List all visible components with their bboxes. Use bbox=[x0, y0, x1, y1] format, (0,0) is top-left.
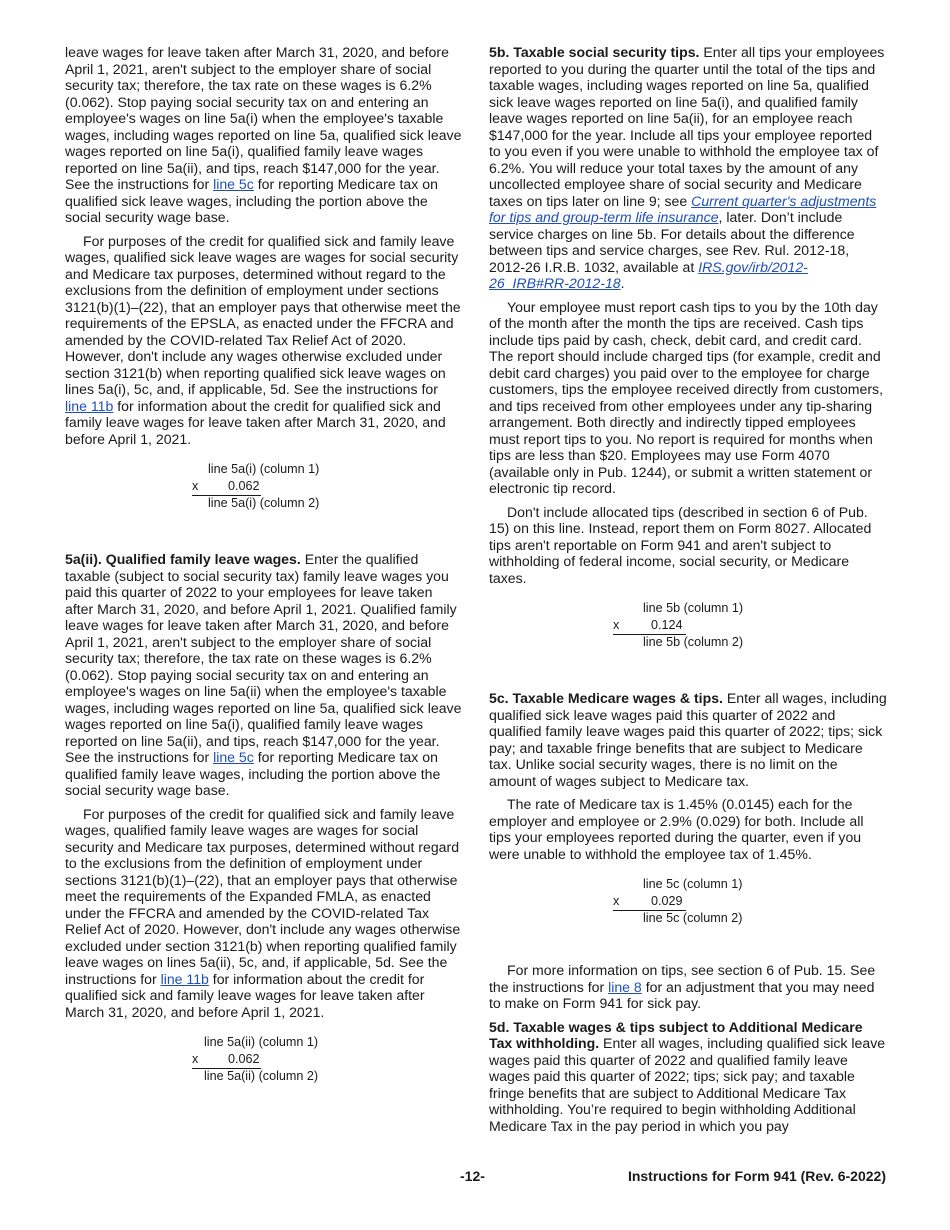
line-8-link[interactable]: line 8 bbox=[608, 978, 642, 995]
paragraph: 5c. Taxable Medicare wages & tips. Enter all wages, including qualified sick leave wages paid this quarter of 2022 and qualified family leave wages paid this quarter of 2022; tips; sick pay; and taxable fringe benefits that are subject to Medicare tax. Unlike social security wages, there is no limit on the amount of wages subject to Medicare tax. bbox=[489, 690, 887, 789]
line-11b-link[interactable]: line 11b bbox=[65, 397, 114, 414]
line-11b-link[interactable]: line 11b bbox=[160, 970, 209, 987]
paragraph: Don't include allocated tips (described in section 6 of Pub. 15) on this line. Instead, report them on Form 8027. Allocated tips aren't reportable on Form 941 and aren't subject to withholding of federal income, social security, or Medicare taxes. bbox=[489, 503, 872, 586]
calculation-5b: line 5b (column 1) x 0.124 line 5b (column 2) bbox=[613, 601, 744, 649]
current-quarter-adjustments-link[interactable]: Current quarter's adjustments for tips and group-term life insurance bbox=[489, 192, 877, 225]
calculation-5c: line 5c (column 1) x 0.029 line 5c (column 2) bbox=[613, 877, 743, 925]
paragraph: 5a(ii). Qualified family leave wages. Enter the qualified taxable (subject to social security tax) family leave wages you paid this quarter of 2022 to your employees for leave taken after March 31, 2020, and before April 1, 2021. Qualified family leave wages for leave taken after March 31, 2020, and before April 1, 2021, aren't subject to the employer share of social security tax; therefore, the tax rate on these wages is 6.2% (0.062). Stop paying social security tax on and entering an employee's wages on line 5a(ii) when the employee's taxable wages, including wages reported on line 5a, qualified sick leave wages reported on line 5a(i), qualified family leave wages reported on line 5a(ii), and tips, reach $147,000 for the year. See the instructions for line 5c for reporting Medicare tax on qualified family leave wages, including the portion above the social security wage base. bbox=[65, 551, 462, 798]
line-5c-link[interactable]: line 5c bbox=[213, 749, 254, 765]
paragraph: leave wages for leave taken after March 31, 2020, and before April 1, 2021, aren't subject to the employer share of social security tax; therefore, the tax rate on these wages is 6.2% (0.062). Stop paying social security tax on and entering an employee's wages on line 5a(i) when the employee's taxable wages, including wages reported on line 5a, qualified sick leave wages reported on line 5a(i), qualified family leave wages reported on line 5a(ii), and tips, reach $147,000 for the year. See the instructions for line 5c for reporting Medicare tax on qualified sick leave wages, including the portion above the social security wage base. bbox=[65, 44, 462, 225]
paragraph: Your employee must report cash tips to you by the 10th day of the month after the month the tips are received. Cash tips include tips paid by cash, check, debit card, and credit card. The report should include charged tips (for example, credit and debit card charges) you paid over to the employee for charge customers, tips the employee received directly from customers, and tips received from other employees under any tip-sharing arrangement. Both directly and indirectly tipped employees must report tips to you. No report is required for months when tips are less than $20. Employees may use Form 4070 (available only in Pub. 1244), or submit a written statement or electronic tip record. bbox=[489, 298, 883, 496]
left-column bbox=[65, 44, 462, 1096]
paragraph: For purposes of the credit for qualified sick and family leave wages, qualified sick leave wages are wages for social security and Medicare tax purposes, determined without regard to the exclusions from the definition of employment under sections 3121(b)(1)–(22), that an employer pays that otherwise meet the requirements of the EPSLA, as enacted under the FFCRA and amended by the COVID-related Tax Relief Act of 2020. However, don't include any wages otherwise excluded under section 3121(b) when reporting qualified sick leave wages on lines 5a(i), 5c, and, if applicable, 5d. See the instructions for line 11b for information about the credit for qualified sick and family leave wages for leave taken after March 31, 2020, and before April 1, 2021. bbox=[65, 232, 461, 447]
calculation-5a-ii: line 5a(ii) (column 1) x 0.062 line 5a(ii) (column 2) bbox=[192, 1035, 319, 1083]
calculation-5a-i: line 5a(i) (column 1) x 0.062 line 5a(i) (column 2) bbox=[192, 462, 320, 510]
irs-irb-link[interactable]: IRS.gov/irb/2012-26_IRB#RR-2012-18 bbox=[489, 258, 808, 291]
page-number: -12- bbox=[460, 1168, 485, 1184]
form-title: Instructions for Form 941 (Rev. 6-2022) bbox=[627, 1168, 886, 1184]
right-column bbox=[489, 44, 887, 1141]
paragraph: The rate of Medicare tax is 1.45% (0.0145) each for the employer and employee or 2.9% (0.029) for both. Include all tips your employees reported during the quarter, even if you were unable to withhold the employee tax of 1.45%. bbox=[489, 796, 864, 862]
section-heading: 5b. Taxable social security tips. bbox=[489, 44, 700, 60]
section-heading: 5d. Taxable wages & tips subject to Additional Medicare Tax withholding. bbox=[489, 1018, 863, 1051]
section-heading: 5c. Taxable Medicare wages & tips. bbox=[489, 690, 723, 706]
paragraph: 5d. Taxable wages & tips subject to Additional Medicare Tax withholding. Enter all wages, including qualified sick leave wages paid this quarter of 2022 and qualified family leave wages paid this quarter of 2022; tips; sick pay; and taxable fringe benefits that are subject to Additional Medicare Tax withholding. You’re required to begin withholding Additional Medicare Tax in the pay period in which you pay bbox=[489, 1018, 886, 1134]
paragraph: For more information on tips, see section 6 of Pub. 15. See the instructions for line 8 for an adjustment that you may need to make on Form 941 for sick pay. bbox=[489, 962, 876, 1011]
section-heading: 5a(ii). Qualified family leave wages. bbox=[65, 551, 301, 567]
paragraph: 5b. Taxable social security tips. Enter all tips your employees reported to you during the quarter until the total of the tips and taxable wages, including wages reported on line 5a, qualified sick leave wages reported on line 5a(i), and qualified family leave wages reported on line 5a(ii), for an employee reach $147,000 for the year. Include all tips your employee reported to you even if you were unable to withhold the employee tax of 6.2%. You will reduce your total taxes by the amount of any uncollected employee share of social security and Medicare taxes on tips later on line 9; see Current quarter's adjustments for tips and group-term life insurance, later. Don’t include service charges on line 5b. For details about the difference between tips and service charges, see Rev. Rul. 2012-18, 2012-26 I.R.B. 1032, available at IRS.gov/irb/2012-26_IRB#RR-2012-18. bbox=[489, 44, 885, 291]
paragraph: For purposes of the credit for qualified sick and family leave wages, qualified family leave wages are wages for social security and Medicare tax purposes, determined without regard to the exclusions from the definition of employment under sections 3121(b)(1)–(22), that an employer pays that otherwise meet the requirements of the Expanded FMLA, as enacted under the FFCRA and amended by the COVID-related Tax Relief Act of 2020. However, don't include any wages otherwise excluded under section 3121(b) when reporting qualified family leave wages on lines 5a(ii), 5c, and, if applicable, 5d. See the instructions for line 11b for information about the credit for qualified sick and family leave wages for leave taken after March 31, 2020, and before April 1, 2021. bbox=[65, 805, 461, 1020]
line-5c-link[interactable]: line 5c bbox=[213, 176, 254, 192]
